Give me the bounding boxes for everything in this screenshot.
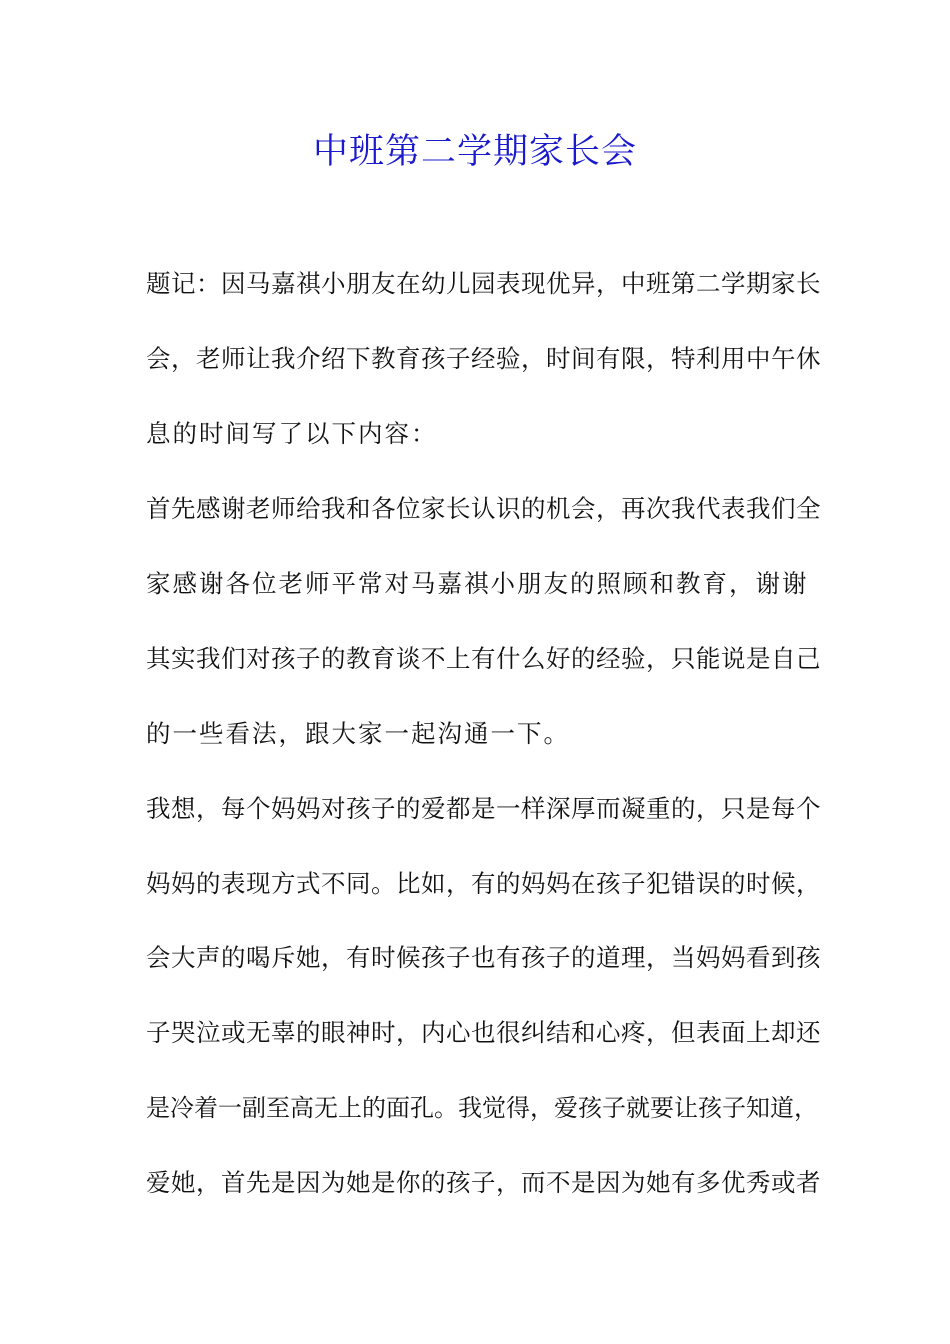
text-line-1: 题记：因马嘉祺小朋友在幼儿园表现优异，中班第二学期家长 <box>146 269 821 298</box>
text-line-5: 家感谢各位老师平常对马嘉祺小朋友的照顾和教育，谢谢 <box>146 569 809 598</box>
text-line-7: 的一些看法，跟大家一起沟通一下。 <box>146 719 570 748</box>
text-line-13: 爱她，首先是因为她是你的孩子，而不是因为她有多优秀或者 <box>146 1168 821 1197</box>
document-title: 中班第二学期家长会 <box>312 132 637 172</box>
text-line-3: 息的时间写了以下内容： <box>146 419 438 448</box>
text-line-9: 妈妈的表现方式不同。比如，有的妈妈在孩子犯错误的时候， <box>146 869 821 898</box>
text-line-11: 子哭泣或无辜的眼神时，内心也很纠结和心疼，但表面上却还 <box>146 1018 821 1047</box>
text-line-2: 会，老师让我介绍下教育孩子经验，时间有限，特利用中午休 <box>146 344 821 373</box>
text-line-4: 首先感谢老师给我和各位家长认识的机会，再次我代表我们全 <box>146 494 821 523</box>
text-line-12: 是冷着一副至高无上的面孔。我觉得，爱孩子就要让孩子知道， <box>146 1094 818 1122</box>
text-line-6: 其实我们对孩子的教育谈不上有什么好的经验，只能说是自己 <box>146 644 821 673</box>
text-line-10: 会大声的喝斥她，有时候孩子也有孩子的道理，当妈妈看到孩 <box>146 943 821 972</box>
text-line-8: 我想，每个妈妈对孩子的爱都是一样深厚而凝重的，只是每个 <box>146 794 821 823</box>
